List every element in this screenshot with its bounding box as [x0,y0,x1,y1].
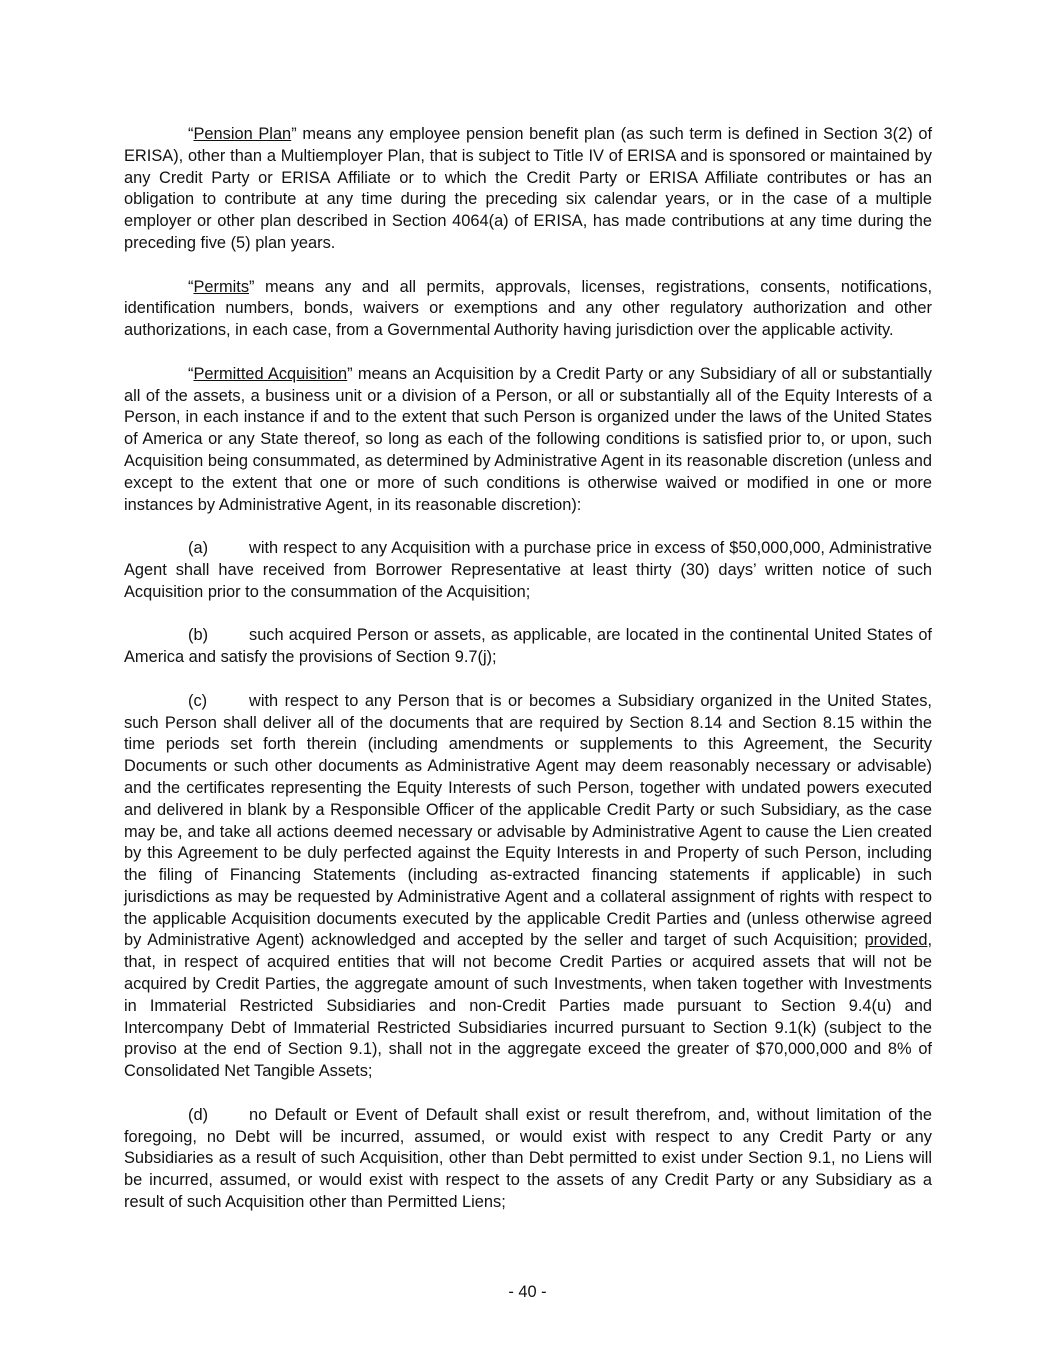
condition-label: (c) [188,691,208,710]
definition-permits [124,277,932,342]
condition-d [124,1105,932,1214]
condition-c [124,691,932,1083]
close-quote: ” [347,364,353,383]
defined-term-permits: Permits [193,277,250,296]
open-quote: “ [188,277,194,296]
defined-term-permitted-acquisition: Permitted Acquisition [193,364,348,383]
condition-text: such acquired Person or assets, as applicable, are located in the continental United States of America and satisfy the provisions of Section 9.7(j); [124,626,932,667]
definition-permitted-acquisition [124,364,932,517]
condition-text-continued: , that, in respect of acquired entities that will not become Credit Parties or acquired assets that will not be acquired by Credit Parties, the aggregate amount of such Investments, when taken together with Investments in Immaterial Restricted Subsidiaries and non-Credit Parties made pursuant to Section 9.4(u) and Intercompany Debt of Immaterial Restricted Subsidiaries incurred pursuant to Section 9.1(k) (subject to the proviso at the end of Section 9.1), shall not in the aggregate exceed the greater of $70,000,000 and 8% of Consolidated Net Tangible Assets; [124,931,932,1081]
definition-body: means any and all permits, approvals, licenses, registrations, consents, notifications, identification numbers, bonds, waivers or exemptions and any other regulatory authorization and other authorizations, in each case, from a Governmental Authority having jurisdiction over the applicable activity. [124,277,932,340]
document-page [124,124,932,1236]
condition-label: (d) [188,1105,209,1124]
definition-body: means any employee pension benefit plan (as such term is defined in Section 3(2) of ERISA), other than a Multiemployer Plan, that is subject to Title IV of ERISA and is sponsored or maintained by any Credit Party or ERISA Affiliate or to which the Credit Party or ERISA Affiliate contributes or has an obligation to contribute at any time during the preceding six calendar years, or in the case of a multiple employer or other plan described in Section 4064(a) of ERISA, has made contributions at any time during the preceding five (5) plan years. [124,125,932,252]
close-quote: ” [291,125,297,143]
condition-text: no Default or Event of Default shall exist or result therefrom, and, without limitation of the foregoing, no Debt will be incurred, assumed, or would exist with respect to any Credit Party or any Subsidiaries as a result of such Acquisition, other than Debt permitted to exist under Section 9.1, no Liens will be incurred, assumed, or would exist with respect to the assets of any Credit Party or any Subsidiary as a result of such Acquisition other than Permitted Liens; [124,1105,932,1212]
page-number: - 40 - [508,1283,547,1301]
definition-body: means an Acquisition by a Credit Party or any Subsidiary of all or substantially all of the assets, a business unit or a division of a Person, or all or substantially all of the Equity Interests of a Person, in each instance if and to the extent that such Person is organized under the laws of the United States of America or any State thereof, so long as each of the following conditions is satisfied prior to, or upon, such Acquisition being consummated, as determined by Administrative Agent in its reasonable discretion (unless and except to the extent that one or more of such conditions is otherwise waived or modified in one or more instances by Administrative Agent, in its reasonable discretion): [124,364,932,514]
condition-label: (b) [188,626,209,645]
provided-term: provided [864,931,928,950]
open-quote: “ [188,125,194,143]
condition-text: with respect to any Acquisition with a purchase price in excess of $50,000,000, Administrative Agent shall have received from Borrower Representative at least thirty (30) days’ written notice of such Acquisition prior to the consummation of the Acquisition; [124,539,932,601]
condition-b [124,625,932,669]
condition-label: (a) [188,539,209,558]
definition-pension-plan [124,124,932,255]
condition-text: with respect to any Person that is or becomes a Subsidiary organized in the United States, such Person shall deliver all of the documents that are required by Section 8.14 and Section 8.15 within the time periods set forth therein (including amendments or supplements to this Agreement, the Security Documents or such other documents as Administrative Agent may deem reasonably necessary or advisable) and the certificates representing the Equity Interests of such Person, together with undated powers executed and delivered in blank by a Responsible Officer of the applicable Credit Party or such Subsidiary, as the case may be, and take all actions deemed necessary or advisable by Administrative Agent to cause the Lien created by this Agreement to be duly perfected against the Equity Interests in and Property of such Person, including the filing of Financing Statements (including as-extracted financing statements if applicable) in such jurisdictions as may be requested by Administrative Agent and a collateral assignment of rights with respect to the applicable Acquisition documents executed by the applicable Credit Parties and (unless otherwise agreed by Administrative Agent) acknowledged and accepted by the seller and target of such Acquisition; [124,691,932,950]
condition-a [124,538,932,603]
open-quote: “ [188,364,194,383]
close-quote: ” [249,277,255,296]
defined-term-pension-plan: Pension Plan [193,125,292,143]
